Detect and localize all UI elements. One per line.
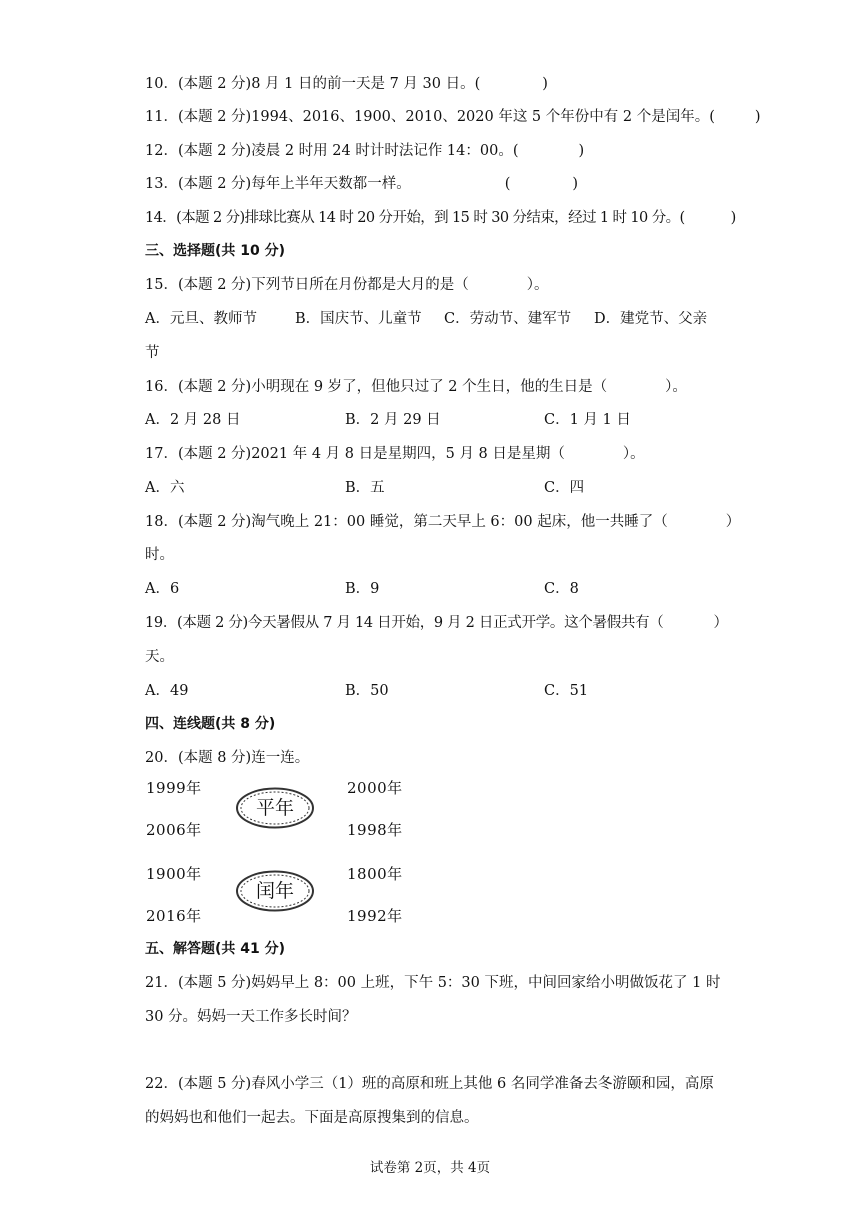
oval-label: 闰年: [255, 880, 294, 902]
question-13: 13．(本题 2 分)每年上半年天数都一样。 ( ): [145, 176, 579, 192]
right-year-item[interactable]: 1800年: [347, 865, 403, 883]
question-22-line2: 的妈妈也和他们一起去。下面是高原搜集到的信息。: [145, 1110, 479, 1126]
page-footer: 试卷第 2页，共 4页: [369, 1160, 491, 1176]
option-b[interactable]: B．五: [345, 480, 385, 496]
option-a[interactable]: A．2 月 28 日: [145, 412, 241, 428]
option-c[interactable]: C．四: [544, 480, 585, 496]
question-16: 16．(本题 2 分)小明现在 9 岁了，但他只过了 2 个生日，他的生日是（ ）。: [145, 379, 687, 395]
option-b[interactable]: B．50: [345, 683, 389, 699]
option-a[interactable]: A．49: [145, 683, 189, 699]
right-year-item[interactable]: 1998年: [347, 821, 403, 839]
right-year-item[interactable]: 2000年: [347, 779, 403, 797]
option-c[interactable]: C．劳动节、建军节: [444, 311, 572, 327]
question-text: 14．(本题 2 分)排球比赛从 14 时 20 分开始，到 15 时 30 分结束，经过 1 时 10 分。(: [145, 210, 685, 226]
question-10: 10．(本题 2 分)8 月 1 日的前一天是 7 月 30 日。( ): [145, 76, 548, 92]
question-17: 17．(本题 2 分)2021 年 4 月 8 日是星期四，5 月 8 日是星期（ ）。: [145, 446, 645, 462]
question-text: 10．(本题 2 分)8 月 1 日的前一天是 7 月 30 日。(: [145, 76, 481, 92]
section-heading: 五、解答题(共 41 分): [145, 941, 286, 957]
option-b[interactable]: B．2 月 29 日: [345, 412, 441, 428]
question-text: 13．(本题 2 分)每年上半年天数都一样。: [145, 176, 411, 192]
option-c[interactable]: C．1 月 1 日: [544, 412, 631, 428]
question-19: 19．(本题 2 分)今天暑假从 7 月 14 日开始，9 月 2 日正式开学。这个暑假共有（ ）: [145, 615, 728, 631]
question-19-wrap: 天。: [145, 649, 174, 665]
leap-year-oval[interactable]: [234, 868, 316, 914]
left-year-item[interactable]: 1900年: [146, 865, 202, 883]
option-a[interactable]: A．6: [145, 581, 180, 597]
left-year-item[interactable]: 2006年: [146, 821, 202, 839]
question-18-wrap: 时。: [145, 547, 174, 563]
left-year-item[interactable]: 1999年: [146, 779, 202, 797]
question-11: 11．(本题 2 分)1994、2016、1900、2010、2020 年这 5 个年份中有 2 个是闰年。( ): [145, 109, 761, 125]
option-c[interactable]: C．8: [544, 581, 579, 597]
section-heading: 三、选择题(共 10 分): [145, 243, 286, 259]
question-22-line1: 22．(本题 5 分)春风小学三（1）班的高原和班上其他 6 名同学准备去冬游颐和园，高原: [145, 1076, 714, 1092]
option-a[interactable]: A．元旦、教师节: [145, 311, 257, 327]
question-15: 15．(本题 2 分)下列节日所在月份都是大月的是（ ）。: [145, 277, 549, 293]
question-20: 20．(本题 8 分)连一连。: [145, 750, 310, 766]
question-text: 12．(本题 2 分)凌晨 2 时用 24 时计时法记作 14：00。(: [145, 143, 519, 159]
question-14: 14．(本题 2 分)排球比赛从 14 时 20 分开始，到 15 时 30 分结束，经过 1 时 10 分。( ): [145, 210, 736, 226]
option-d-wrap: 节: [145, 345, 160, 361]
common-year-oval[interactable]: [234, 785, 316, 831]
oval-label: 平年: [255, 797, 294, 819]
question-text: 11．(本题 2 分)1994、2016、1900、2010、2020 年这 5 个年份中有 2 个是闰年。(: [145, 109, 715, 125]
option-c[interactable]: C．51: [544, 683, 589, 699]
question-12: 12．(本题 2 分)凌晨 2 时用 24 时计时法记作 14：00。( ): [145, 143, 585, 159]
question-18: 18．(本题 2 分)淘气晚上 21：00 睡觉，第二天早上 6：00 起床，他一共睡了（ ）: [145, 514, 741, 530]
option-a[interactable]: A．六: [145, 480, 185, 496]
option-b[interactable]: B．国庆节、儿童节: [295, 311, 422, 327]
question-21-line2: 30 分。妈妈一天工作多长时间？: [145, 1009, 357, 1025]
question-21-line1: 21．(本题 5 分)妈妈早上 8：00 上班，下午 5：30 下班，中间回家给小明做饭花了 1 时: [145, 975, 721, 991]
left-year-item[interactable]: 2016年: [146, 907, 202, 925]
section-heading: 四、连线题(共 8 分): [145, 716, 276, 732]
right-year-item[interactable]: 1992年: [347, 907, 403, 925]
option-b[interactable]: B．9: [345, 581, 380, 597]
option-d[interactable]: D．建党节、父亲: [594, 311, 708, 327]
